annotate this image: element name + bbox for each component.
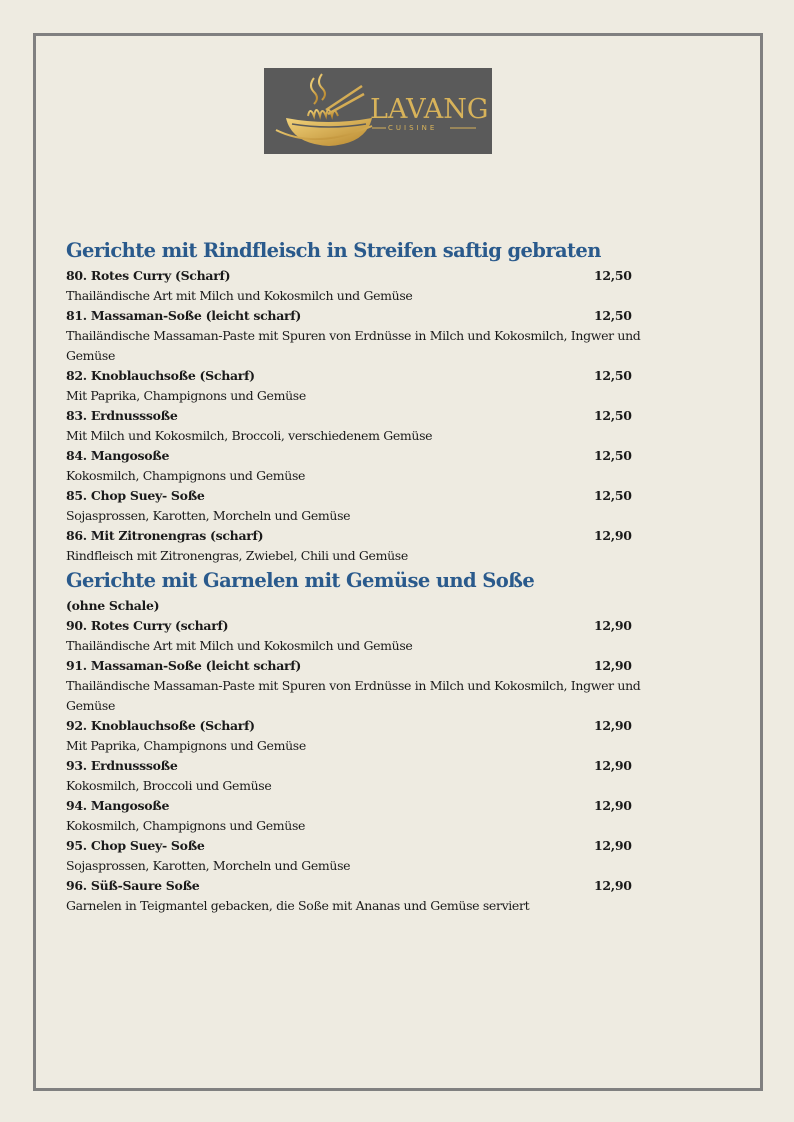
item-header xyxy=(66,716,666,736)
menu-item xyxy=(66,796,666,836)
section-title: Gerichte mit Rindfleisch in Streifen saftig gebraten xyxy=(66,239,601,262)
menu-item xyxy=(66,756,666,796)
item-header xyxy=(66,406,666,426)
menu-section-beef xyxy=(66,236,666,566)
item-description: Thailändische Massaman-Paste mit Spuren von Erdnüsse in Milch und Kokosmilch, Ingwer und Gemüse xyxy=(66,678,641,713)
logo-tagline: CUISINE xyxy=(388,124,438,132)
item-name: 84. Mangosoße xyxy=(66,448,170,463)
menu-item xyxy=(66,876,666,916)
item-description: Rindfleisch mit Zitronengras, Zwiebel, Chili und Gemüse xyxy=(66,548,408,563)
item-header xyxy=(66,656,666,676)
menu-item xyxy=(66,366,666,406)
item-price: 12,50 xyxy=(594,448,632,463)
item-name: 92. Knoblauchsoße (Scharf) xyxy=(66,718,255,733)
item-price: 12,90 xyxy=(594,838,632,853)
item-name: 81. Massaman-Soße (leicht scharf) xyxy=(66,308,301,323)
menu-item xyxy=(66,446,666,486)
item-price: 12,90 xyxy=(594,758,632,773)
item-description: Thailändische Art mit Milch und Kokosmilch und Gemüse xyxy=(66,288,413,303)
menu-item xyxy=(66,526,666,566)
item-price: 12,90 xyxy=(594,618,632,633)
item-name: 91. Massaman-Soße (leicht scharf) xyxy=(66,658,301,673)
item-price: 12,50 xyxy=(594,268,632,283)
item-header xyxy=(66,836,666,856)
item-description: Kokosmilch, Champignons und Gemüse xyxy=(66,468,306,483)
menu-item xyxy=(66,266,666,306)
item-description: Thailändische Massaman-Paste mit Spuren von Erdnüsse in Milch und Kokosmilch, Ingwer und Gemüse xyxy=(66,328,641,363)
logo-brand-text: LAVANG xyxy=(370,94,489,125)
restaurant-logo xyxy=(264,68,492,154)
section-note: (ohne Schale) xyxy=(66,598,160,613)
item-price: 12,50 xyxy=(594,308,632,323)
menu-item xyxy=(66,486,666,526)
item-name: 82. Knoblauchsoße (Scharf) xyxy=(66,368,255,383)
menu-item xyxy=(66,716,666,756)
item-price: 12,90 xyxy=(594,528,632,543)
menu-content xyxy=(66,236,666,916)
item-header xyxy=(66,756,666,776)
item-description: Garnelen in Teigmantel gebacken, die Soße mit Ananas und Gemüse serviert xyxy=(66,898,530,913)
item-name: 93. Erdnusssoße xyxy=(66,758,178,773)
item-description: Thailändische Art mit Milch und Kokosmilch und Gemüse xyxy=(66,638,413,653)
item-name: 80. Rotes Curry (Scharf) xyxy=(66,268,231,283)
section-title: Gerichte mit Garnelen mit Gemüse und Soße xyxy=(66,569,535,592)
menu-item xyxy=(66,306,666,366)
item-name: 96. Süß-Saure Soße xyxy=(66,878,200,893)
item-description: Kokosmilch, Champignons und Gemüse xyxy=(66,818,306,833)
item-header xyxy=(66,486,666,506)
item-price: 12,90 xyxy=(594,718,632,733)
item-name: 85. Chop Suey- Soße xyxy=(66,488,205,503)
item-description: Mit Paprika, Champignons und Gemüse xyxy=(66,388,306,403)
item-price: 12,90 xyxy=(594,658,632,673)
menu-item xyxy=(66,836,666,876)
item-description: Sojasprossen, Karotten, Morcheln und Gemüse xyxy=(66,858,351,873)
item-description: Mit Paprika, Champignons und Gemüse xyxy=(66,738,306,753)
item-name: 86. Mit Zitronengras (scharf) xyxy=(66,528,264,543)
item-name: 94. Mangosoße xyxy=(66,798,170,813)
item-name: 95. Chop Suey- Soße xyxy=(66,838,205,853)
item-header xyxy=(66,876,666,896)
item-header xyxy=(66,306,666,326)
item-header xyxy=(66,266,666,286)
menu-section-shrimp xyxy=(66,566,666,916)
item-header xyxy=(66,446,666,466)
item-header xyxy=(66,796,666,816)
item-header xyxy=(66,616,666,636)
menu-item xyxy=(66,616,666,656)
item-name: 90. Rotes Curry (scharf) xyxy=(66,618,229,633)
item-description: Kokosmilch, Broccoli und Gemüse xyxy=(66,778,272,793)
item-name: 83. Erdnusssoße xyxy=(66,408,178,423)
item-description: Mit Milch und Kokosmilch, Broccoli, verschiedenem Gemüse xyxy=(66,428,433,443)
item-price: 12,90 xyxy=(594,798,632,813)
item-header xyxy=(66,526,666,546)
item-header xyxy=(66,366,666,386)
item-price: 12,90 xyxy=(594,878,632,893)
item-price: 12,50 xyxy=(594,408,632,423)
item-price: 12,50 xyxy=(594,488,632,503)
item-price: 12,50 xyxy=(594,368,632,383)
menu-item xyxy=(66,406,666,446)
menu-item xyxy=(66,656,666,716)
item-description: Sojasprossen, Karotten, Morcheln und Gemüse xyxy=(66,508,351,523)
